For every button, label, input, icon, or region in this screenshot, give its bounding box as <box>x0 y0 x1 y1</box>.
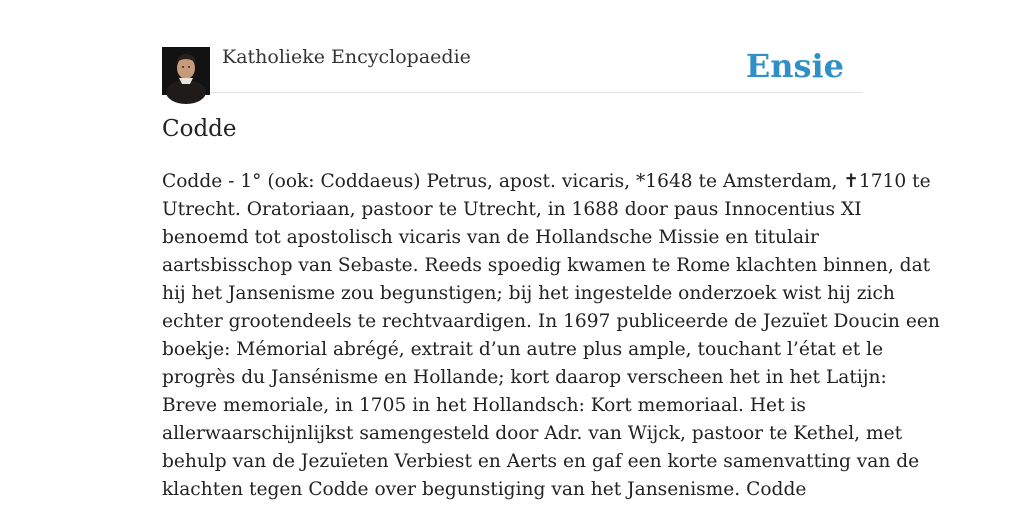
source-title[interactable]: Katholieke Encyclopaedie <box>222 46 471 68</box>
entry-line: boekje: Mémorial abrégé, extrait d’un autre plus ample, touchant l’état et le <box>162 339 884 360</box>
entry-line: allerwaarschijnlijkst samengesteld door Adr. van Wijck, pastoor te Kethel, met <box>162 423 903 444</box>
entry-line: Breve memoriale, in 1705 in het Hollandsch: Kort memoriaal. Het is <box>162 395 806 416</box>
header <box>162 0 862 93</box>
brand-logo[interactable]: Ensie <box>745 47 844 85</box>
entry-line: aartsbisschop van Sebaste. Reeds spoedig kwamen te Rome klachten binnen, dat <box>162 255 931 276</box>
page <box>162 0 940 512</box>
entry-line: klachten tegen Codde over begunstiging van het Jansenisme. Codde <box>162 479 807 500</box>
entry-line: behulp van de Jezuïeten Verbiest en Aerts en gaf een korte samenvatting van de <box>162 451 920 472</box>
entry-line: Utrecht. Oratoriaan, pastoor te Utrecht, in 1688 door paus Innocentius XI <box>162 199 862 220</box>
entry-line: progrès du Jansénisme en Hollande; kort daarop verscheen het in het Latijn: <box>162 367 887 388</box>
entry-line: hij het Jansenisme zou begunstigen; bij het ingestelde onderzoek wist hij zich <box>162 283 895 304</box>
entry-line: echter grootendeels te rechtvaardigen. In 1697 publiceerde de Jezuïet Doucin een <box>162 311 940 332</box>
portrait-icon[interactable] <box>162 47 210 95</box>
entry-title: Codde <box>162 116 237 142</box>
entry-line: Codde - 1° (ook: Coddaeus) Petrus, apost. vicaris, *1648 te Amsterdam, ✝1710 te <box>162 171 931 192</box>
entry-line: benoemd tot apostolisch vicaris van de Hollandsche Missie en titulair <box>162 227 819 248</box>
entry-body <box>162 168 940 504</box>
